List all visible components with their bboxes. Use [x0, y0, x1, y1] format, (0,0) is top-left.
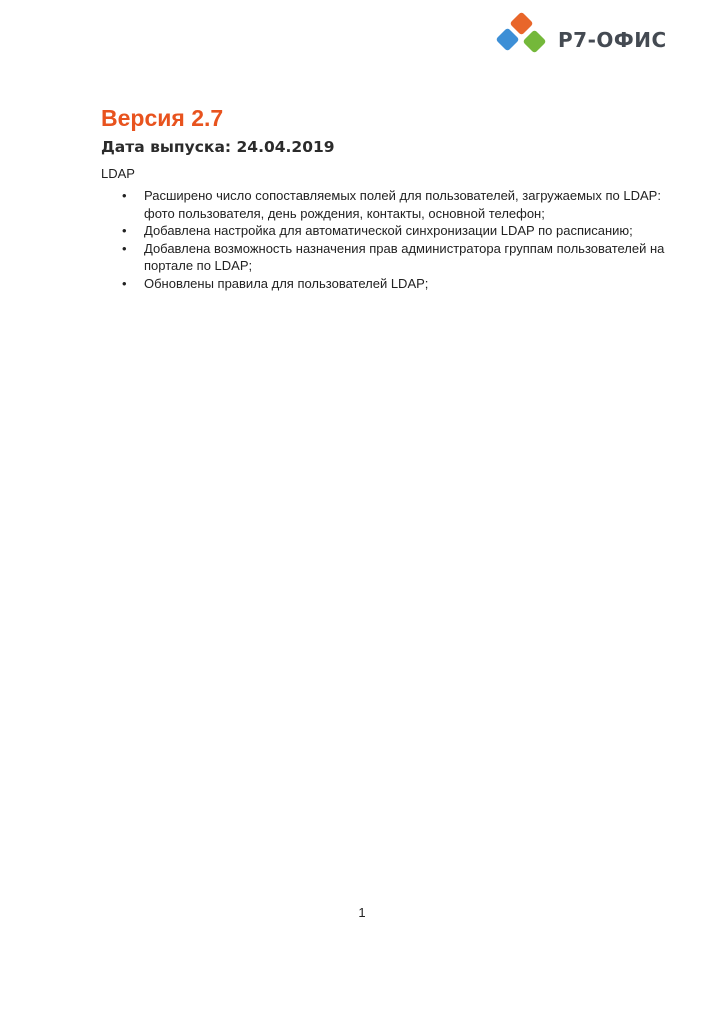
list-item: [101, 275, 681, 293]
list-item: [101, 222, 681, 240]
brand-logo: [490, 12, 698, 68]
list-item: [101, 187, 681, 222]
bullet-icon: •: [122, 275, 127, 291]
logo-wordmark: Р7-ОФИС: [558, 28, 667, 52]
list-item: [101, 240, 681, 275]
logo-blue-diamond: [495, 27, 519, 51]
page-number: 1: [358, 905, 366, 920]
bullet-icon: •: [122, 240, 127, 256]
list-item-text: Обновлены правила для пользователей LDAP;: [144, 275, 429, 291]
list-item-text: Расширено число сопоставляемых полей для пользователей, загружаемых по LDAP: фото пользователя, день рождения, контакты, основной телефон;: [144, 188, 661, 221]
section-label-ldap: LDAP: [101, 166, 135, 181]
bullet-icon: •: [122, 223, 127, 238]
version-title: Версия 2.7: [101, 105, 224, 131]
logo-green-diamond: [522, 29, 546, 53]
changes-list: [101, 187, 681, 292]
logo-mark-icon: [490, 12, 550, 68]
list-item-text: Добавлена настройка для автоматической синхронизации LDAP по расписанию;: [144, 223, 633, 238]
release-date: Дата выпуска: 24.04.2019: [101, 138, 335, 156]
logo-orange-diamond: [509, 12, 533, 36]
list-item-text: Добавлена возможность назначения прав администратора группам пользователей на портале по LDAP;: [144, 240, 665, 273]
bullet-icon: •: [122, 188, 127, 203]
